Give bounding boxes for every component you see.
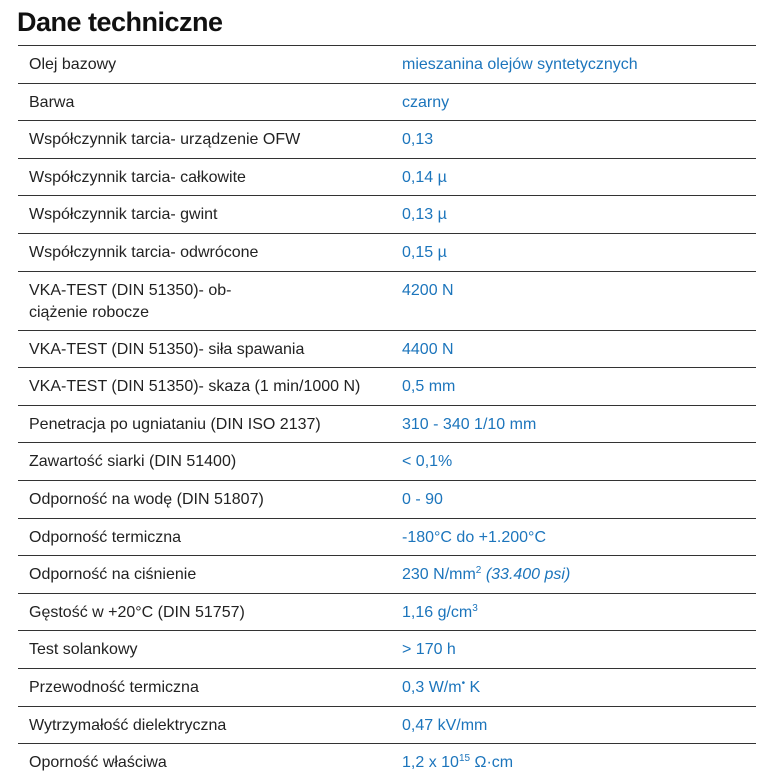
row-label: Współczynnik tarcia- całkowite <box>29 168 246 186</box>
value-italic-note: (33.400 psi) <box>485 566 571 584</box>
row-value: > 170 h <box>402 641 456 659</box>
table-row <box>18 744 756 782</box>
row-label: Penetracja po ugniataniu (DIN ISO 2137) <box>29 415 321 433</box>
table-row <box>18 406 756 444</box>
value-suffix: Ω·cm <box>470 754 514 772</box>
table-row <box>18 234 756 272</box>
table-row <box>18 46 756 84</box>
table-row <box>18 196 756 234</box>
value-main: 230 N/mm <box>402 566 476 584</box>
row-label: Test solankowy <box>29 641 138 659</box>
page-title: Dane techniczne <box>17 7 223 37</box>
row-value <box>390 556 756 593</box>
row-value: -180°C do +1.200°C <box>402 528 546 546</box>
row-label: Oporność właściwa <box>29 754 167 772</box>
row-value <box>390 594 756 631</box>
row-label <box>18 272 390 330</box>
row-label: Odporność na ciśnienie <box>29 566 197 584</box>
row-value: 0,14 µ <box>402 168 447 186</box>
row-value: 0,13 µ <box>402 206 447 224</box>
row-label-line-2: ciążenie robocze <box>29 303 150 321</box>
row-value: mieszanina olejów syntetycznych <box>402 56 638 73</box>
row-value: 0,47 kV/mm <box>402 716 488 734</box>
row-label: Współczynnik tarcia- gwint <box>29 206 218 224</box>
row-value: 4200 N <box>402 281 454 299</box>
row-label: Gęstość w +20°C (DIN 51757) <box>29 603 245 621</box>
table-row <box>18 368 756 406</box>
row-value: czarny <box>402 93 450 111</box>
row-label: Wytrzymałość dielektryczna <box>29 716 227 734</box>
table-row <box>18 594 756 632</box>
value-suffix: K <box>465 678 481 696</box>
row-value: < 0,1% <box>402 453 453 471</box>
value-superscript: 3 <box>472 602 478 614</box>
row-value <box>390 669 756 706</box>
table-row <box>18 556 756 594</box>
technical-data-table <box>18 45 756 782</box>
row-value <box>390 744 756 782</box>
value-superscript: 15 <box>458 753 471 765</box>
row-value: 0 - 90 <box>402 490 443 508</box>
row-value: 0,15 µ <box>402 243 447 261</box>
row-value: 0,5 mm <box>402 378 456 396</box>
row-label: VKA-TEST (DIN 51350)- siła spawania <box>29 340 305 358</box>
table-row <box>18 121 756 159</box>
value-main: 1,16 g/cm <box>402 603 473 621</box>
row-label: Olej bazowy <box>29 56 117 73</box>
table-row <box>18 272 756 331</box>
row-label: Współczynnik tarcia- odwrócone <box>29 243 259 261</box>
row-value: 310 - 340 1/10 mm <box>402 415 537 433</box>
row-label: Barwa <box>29 93 75 111</box>
row-label: VKA-TEST (DIN 51350)- skaza (1 min/1000 N) <box>29 378 361 396</box>
table-row <box>18 707 756 745</box>
table-row <box>18 481 756 519</box>
value-dot: • <box>461 677 466 689</box>
row-label: Zawartość siarki (DIN 51400) <box>29 453 237 471</box>
table-row <box>18 519 756 557</box>
table-row <box>18 669 756 707</box>
table-row <box>18 443 756 481</box>
row-label: Odporność termiczna <box>29 528 182 546</box>
table-row <box>18 331 756 369</box>
table-row <box>18 159 756 197</box>
row-label: Przewodność termiczna <box>29 678 199 696</box>
table-row <box>18 84 756 122</box>
value-superscript: 2 <box>475 565 482 577</box>
value-main: 0,3 W/m <box>402 678 462 696</box>
row-label: Współczynnik tarcia- urządzenie OFW <box>29 131 301 149</box>
row-label-line-1: VKA-TEST (DIN 51350)- ob- <box>29 281 232 299</box>
row-label: Odporność na wodę (DIN 51807) <box>29 490 264 508</box>
row-value: 4400 N <box>402 340 454 358</box>
table-row <box>18 631 756 669</box>
value-main: 1,2 x 10 <box>402 754 459 772</box>
row-value: 0,13 <box>402 131 434 149</box>
